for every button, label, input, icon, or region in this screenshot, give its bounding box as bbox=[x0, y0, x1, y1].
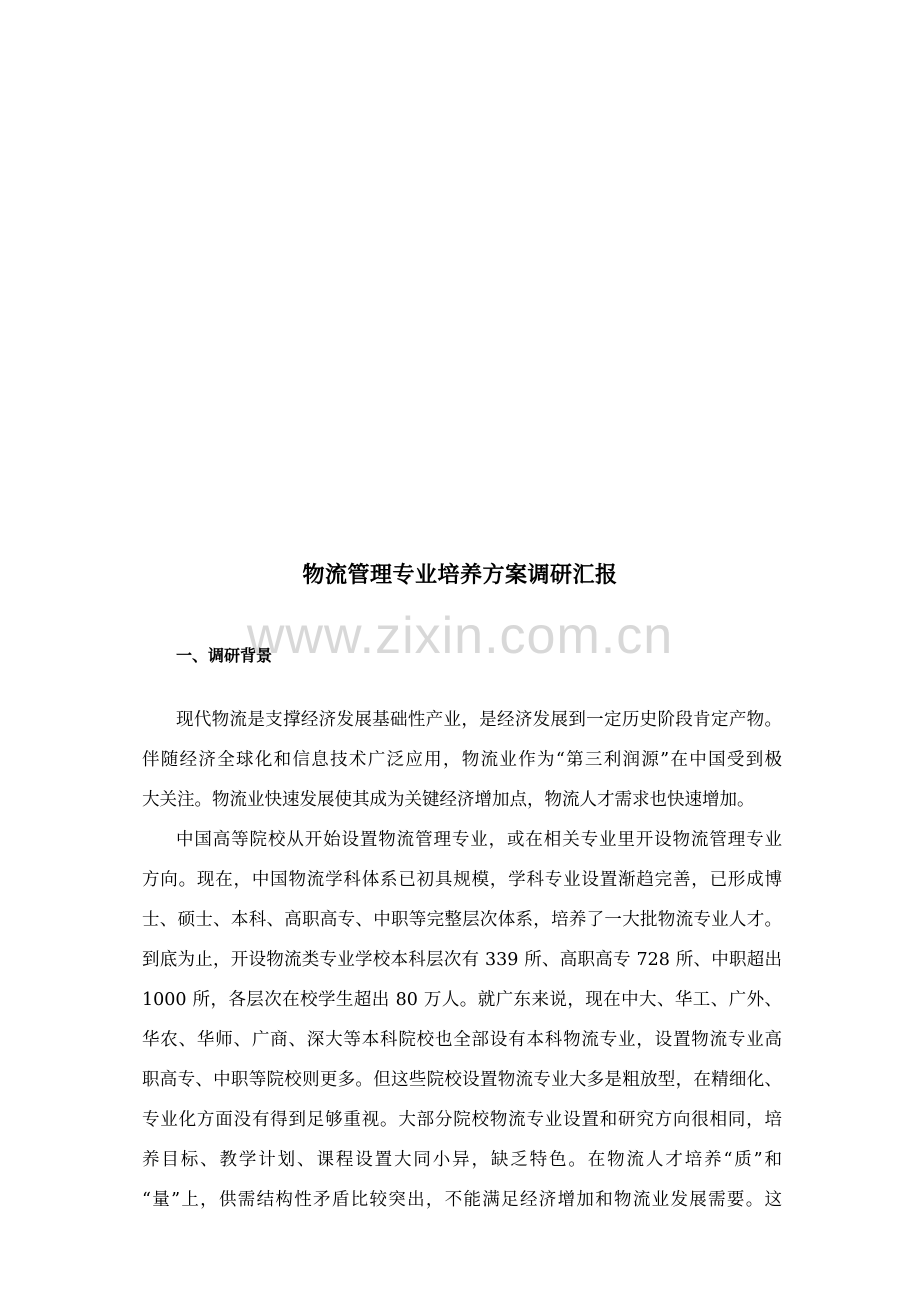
paragraph-2-line-6: 华农、华师、广商、深大等本科院校也全部设有本科物流专业，设置物流专业高 bbox=[142, 1030, 782, 1050]
paragraph-2-line-4: 到底为止，开设物流类专业学校本科层次有 339 所、高职高专 728 所、中职超出 bbox=[142, 950, 782, 970]
paragraph-2-line-9: 养目标、教学计划、课程设置大同小异，缺乏特色。在物流人才培养“质”和 bbox=[142, 1150, 782, 1170]
document-title: 物流管理专业培养方案调研汇报 bbox=[302, 563, 618, 588]
paragraph-1-line-1: 现代物流是支撑经济发展基础性产业，是经济发展到一定历史阶段肯定产物。 bbox=[176, 710, 782, 730]
paragraph-2-line-7: 职高专、中职等院校则更多。但这些院校设置物流专业大多是粗放型，在精细化、 bbox=[142, 1070, 782, 1090]
body-text bbox=[142, 700, 782, 1220]
paragraph-2-line-5: 1000 所，各层次在校学生超出 80 万人。就广东来说，现在中大、华工、广外、 bbox=[142, 990, 782, 1010]
paragraph-2-line-3: 士、硕士、本科、高职高专、中职等完整层次体系，培养了一大批物流专业人才。 bbox=[142, 910, 782, 930]
paragraph-2-line-10: “量”上，供需结构性矛盾比较突出，不能满足经济增加和物流业发展需要。这 bbox=[142, 1190, 782, 1210]
paragraph-2-line-8: 专业化方面没有得到足够重视。大部分院校物流专业设置和研究方向很相同，培 bbox=[142, 1110, 782, 1130]
watermark: www.zixin.com.cn bbox=[246, 607, 674, 665]
paragraph-1-line-3: 大关注。物流业快速发展使其成为关键经济增加点，物流人才需求也快速增加。 bbox=[142, 790, 755, 810]
section-heading: 一、调研背景 bbox=[176, 646, 273, 665]
paragraph-1-line-2: 伴随经济全球化和信息技术广泛应用，物流业作为“第三利润源”在中国受到极 bbox=[142, 750, 782, 770]
paragraph-2-line-1: 中国高等院校从开始设置物流管理专业，或在相关专业里开设物流管理专业 bbox=[176, 830, 782, 850]
paragraph-2-line-2: 方向。现在，中国物流学科体系已初具规模，学科专业设置渐趋完善，已形成博 bbox=[142, 870, 782, 890]
